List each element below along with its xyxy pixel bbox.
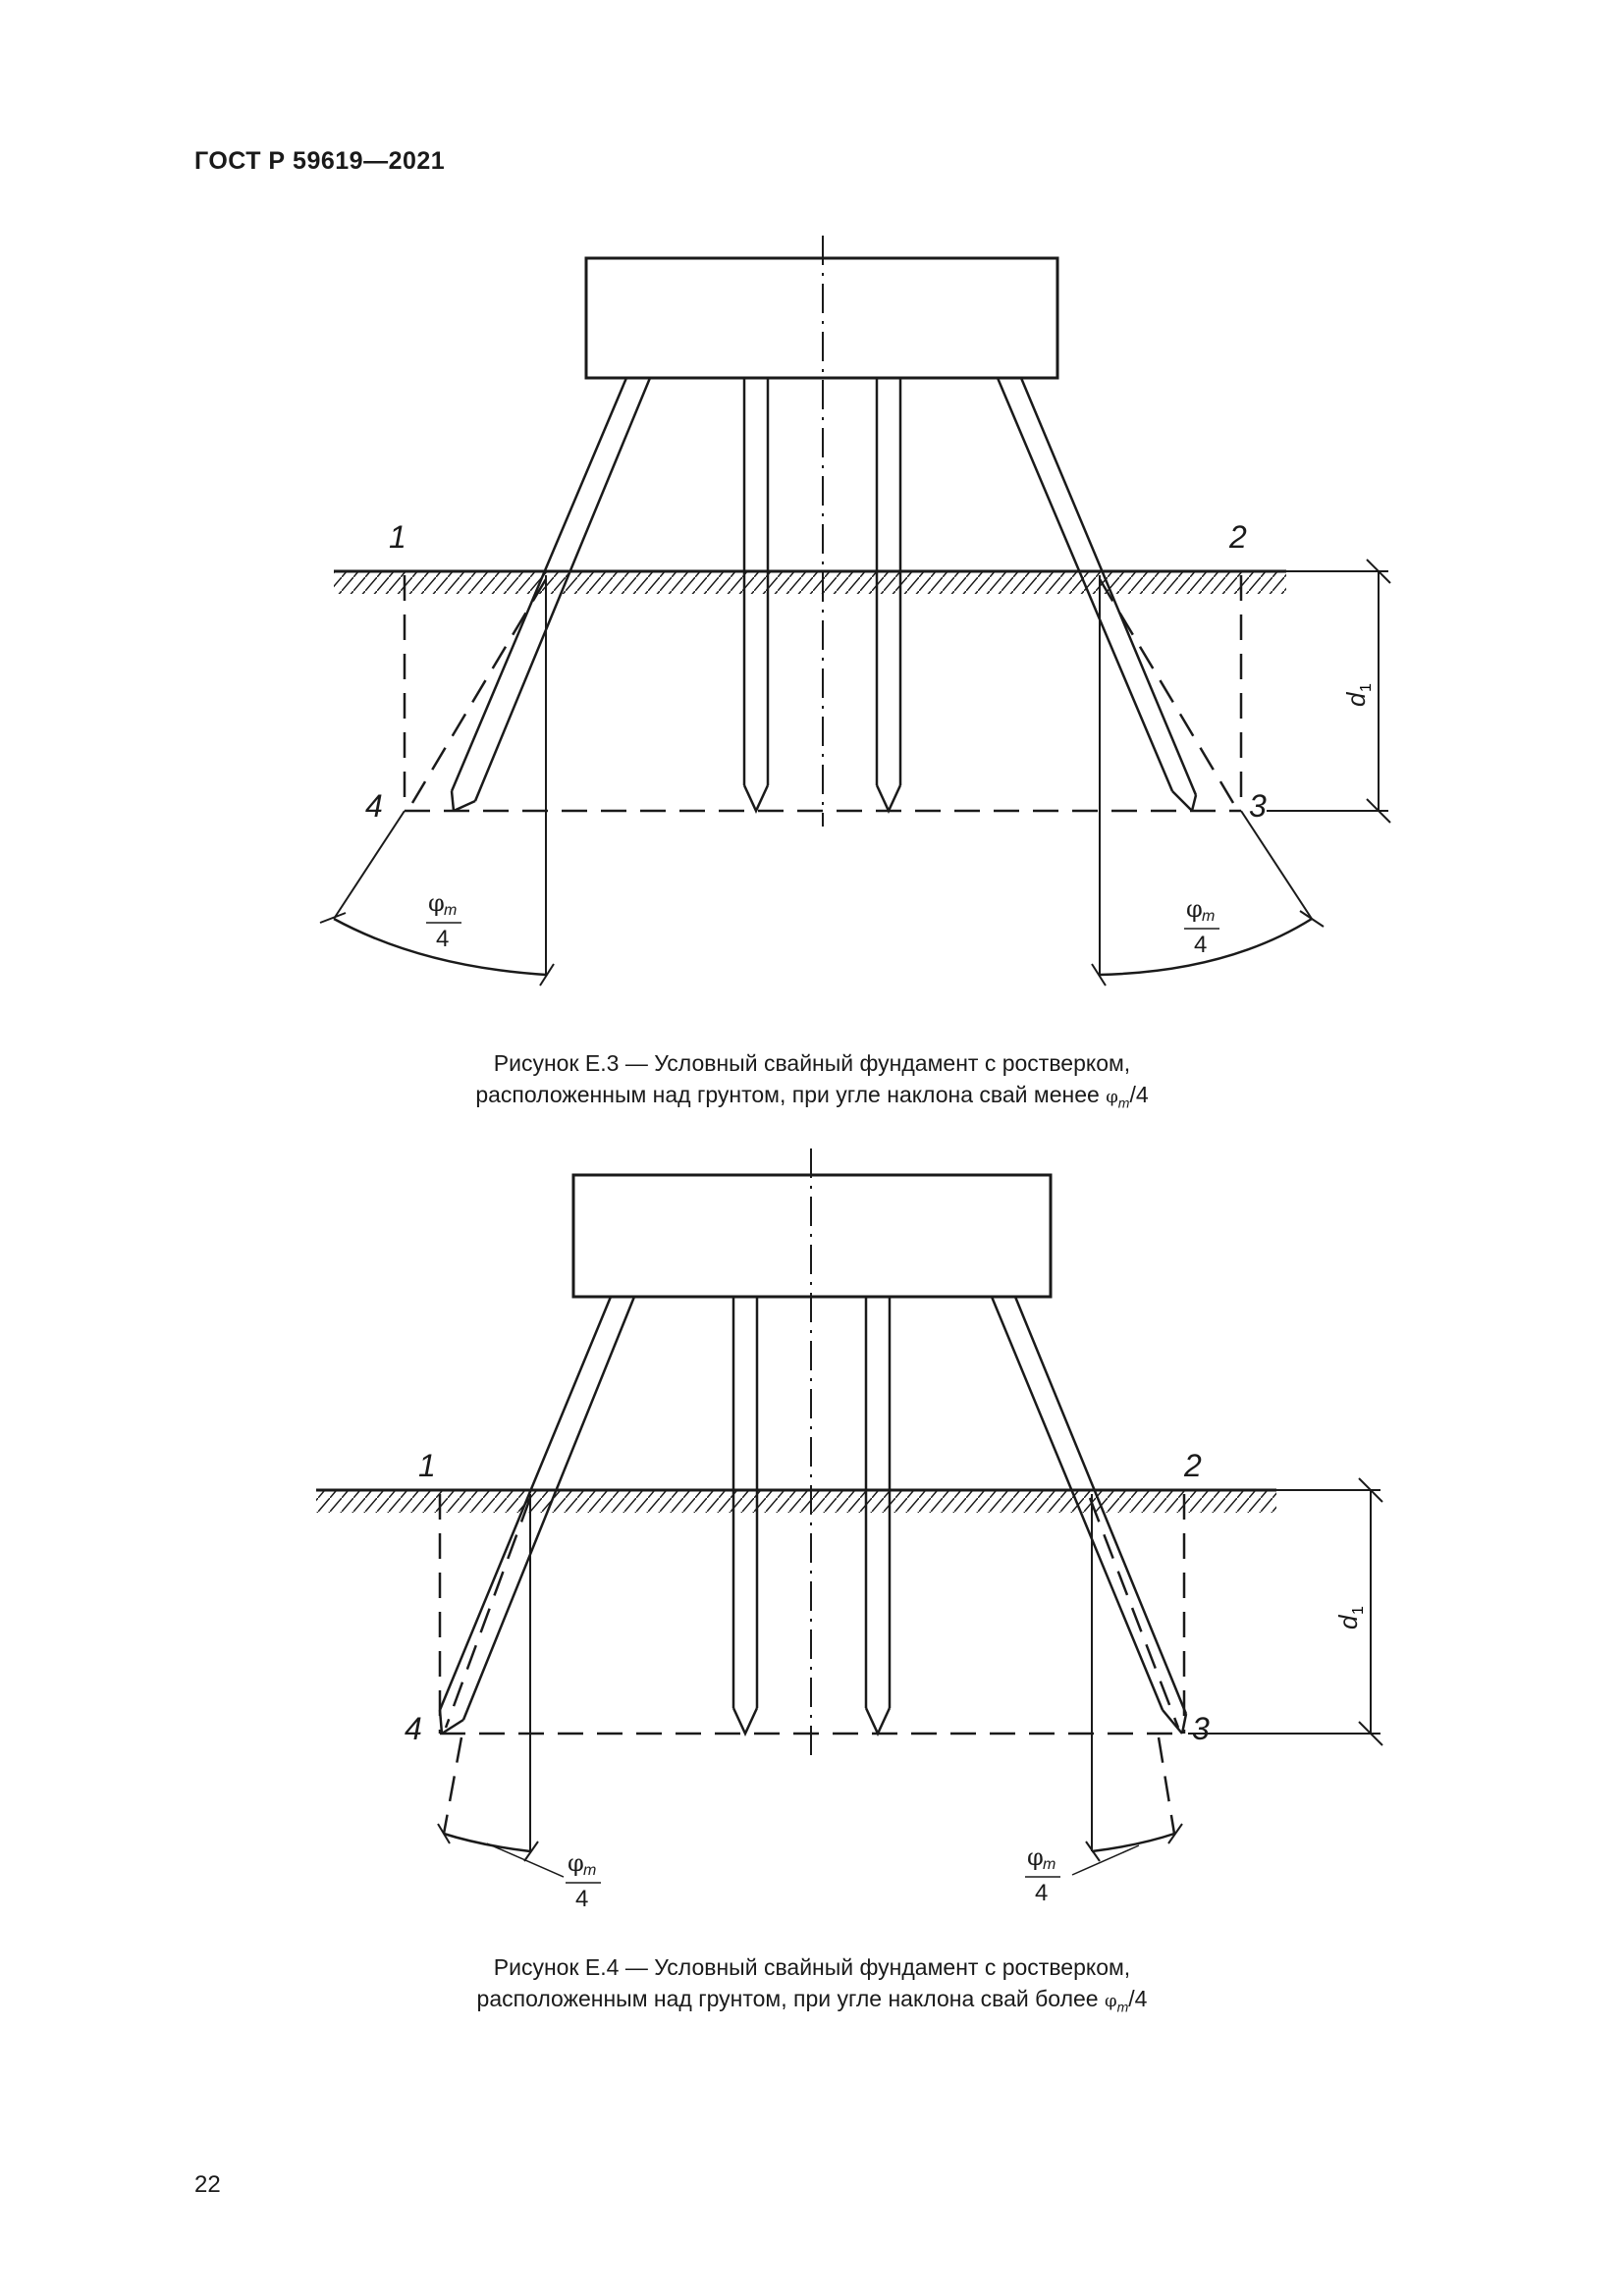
caption-line: Рисунок Е.3 — Условный свайный фундамент с ростверком,	[493, 1050, 1131, 1076]
svg-text:φ: φ	[1186, 895, 1203, 923]
svg-text:φ: φ	[1027, 1843, 1044, 1871]
vertical-pile-right	[866, 1297, 890, 1734]
svg-text:4: 4	[436, 926, 450, 952]
svg-text:m: m	[583, 1862, 597, 1879]
point-label-2: 2	[1229, 519, 1247, 555]
svg-text:1: 1	[1350, 1606, 1367, 1615]
svg-text:1: 1	[1358, 683, 1375, 692]
svg-text:4: 4	[1035, 1880, 1049, 1906]
svg-text:φ: φ	[568, 1849, 584, 1877]
svg-text:d: d	[1341, 692, 1371, 707]
svg-text:m: m	[1202, 908, 1216, 925]
angle-label-left	[566, 1849, 601, 1912]
inclined-pile-right	[992, 1297, 1186, 1734]
svg-text:m: m	[444, 902, 458, 919]
vertical-pile-left	[733, 1297, 757, 1734]
point-label-3: 3	[1192, 1711, 1210, 1746]
point-label-4: 4	[365, 788, 383, 824]
point-label-4: 4	[405, 1711, 422, 1746]
point-label-1: 1	[389, 519, 406, 555]
angle-arc-left	[444, 1834, 530, 1851]
svg-text:4: 4	[575, 1886, 589, 1912]
figure-e4-caption	[295, 1951, 1329, 2023]
svg-text:m: m	[1043, 1856, 1056, 1873]
soil-hatching	[316, 1491, 1276, 1513]
svg-text:φ: φ	[428, 889, 445, 917]
caption-line: расположенным над грунтом, при угле наклона свай более $\varphi_m/4$	[476, 1986, 1148, 2015]
caption-line: расположенным над грунтом, при угле наклона свай менее $\varphi_m/4$	[475, 1082, 1149, 1111]
point-label-1: 1	[418, 1448, 436, 1483]
svg-text:4: 4	[1194, 932, 1208, 958]
caption-line: Рисунок Е.4 — Условный свайный фундамент с ростверком,	[493, 1954, 1131, 1980]
point-label-2: 2	[1184, 1448, 1202, 1483]
dimension-label	[1333, 1606, 1367, 1629]
point-label-3: 3	[1249, 788, 1267, 824]
page-number: 22	[194, 2171, 221, 2198]
angle-label-right	[1025, 1843, 1060, 1906]
inclined-pile-left	[440, 1297, 634, 1734]
document-header: ГОСТ Р 59619—2021	[194, 147, 446, 175]
svg-text:d: d	[1333, 1615, 1363, 1629]
